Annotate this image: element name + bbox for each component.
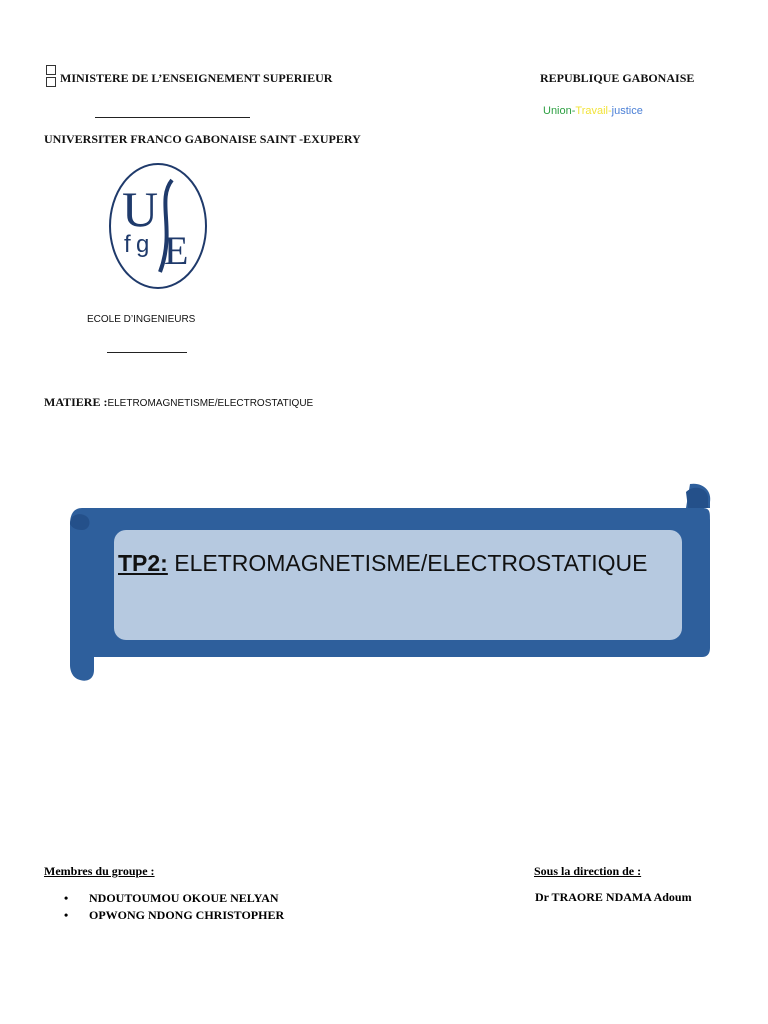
logo-letter-u: U	[122, 181, 159, 237]
logo-letter-g: g	[136, 231, 150, 258]
school-name: ECOLE D’INGENIEURS	[87, 314, 196, 325]
director-name: Dr TRAORE NDAMA Adoum	[535, 890, 692, 904]
supervision-heading: Sous la direction de :	[534, 864, 642, 878]
box-glyph	[46, 77, 56, 87]
members-heading: Membres du groupe :	[44, 864, 155, 878]
university-name: UNIVERSITER FRANCO GABONAISE SAINT -EXUPERY	[44, 132, 361, 146]
subject-label: MATIERE :	[44, 395, 108, 409]
banner-title	[118, 550, 648, 577]
republic-heading: REPUBLIQUE GABONAISE	[540, 71, 695, 85]
ministry-heading: MINISTERE DE L’ENSEIGNEMENT SUPERIEUR	[60, 71, 333, 85]
national-motto	[543, 105, 643, 117]
member-item: • OPWONG NDONG CHRISTOPHER	[64, 907, 284, 924]
motto-travail: Travail-	[575, 105, 612, 117]
motto-justice: justice	[611, 105, 643, 117]
subject-line	[44, 395, 313, 410]
members-list	[64, 890, 284, 924]
banner-prefix: TP2:	[118, 550, 168, 576]
divider-line	[95, 117, 250, 118]
banner-subject: ELETROMAGNETISME/ELECTROSTATIQUE	[174, 550, 648, 576]
divider-line	[107, 352, 187, 353]
checkbox-glyphs	[46, 65, 56, 89]
title-banner	[62, 480, 722, 695]
logo-letter-f: f	[124, 231, 131, 258]
motto-union: Union-	[543, 105, 576, 117]
box-glyph	[46, 65, 56, 75]
subject-value: ELETROMAGNETISME/ELECTROSTATIQUE	[107, 398, 314, 409]
member-item: • NDOUTOUMOU OKOUE NELYAN	[64, 890, 284, 907]
logo-letter-e: E	[164, 228, 189, 273]
university-logo	[106, 160, 210, 292]
